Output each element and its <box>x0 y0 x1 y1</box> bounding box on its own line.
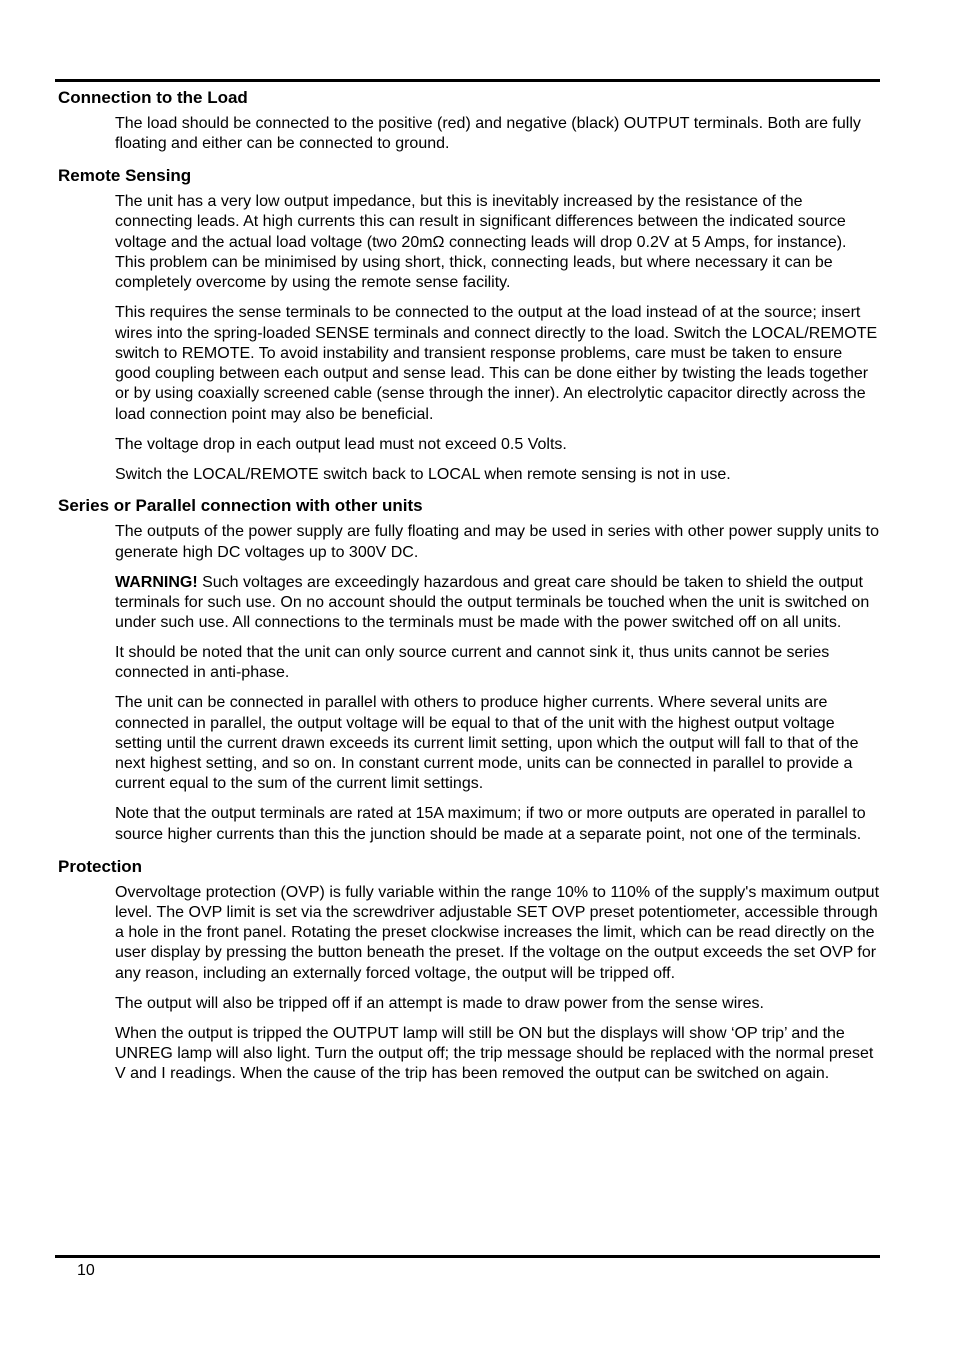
warning-paragraph <box>115 573 880 634</box>
bottom-rule <box>55 1255 880 1258</box>
paragraph: This requires the sense terminals to be connected to the output at the load instead of at the source; insert wires into the spring-loaded SENSE terminals and connect directly to the load. Switch the LOCAL/REMOTE switch to REMOTE. To avoid instability and transient response problems, care must be taken to ensure good coupling between each output and sense lead. This can be done either by twisting the leads together or by using coaxially screened cable (sense through the inner). An electrolytic capacitor directly across the load connection point may also be beneficial. <box>115 304 878 423</box>
section-heading: Connection to the Load <box>58 88 248 107</box>
paragraph: It should be noted that the unit can only source current and cannot sink it, thus units cannot be series connected in anti-phase. <box>115 644 830 682</box>
section-heading: Series or Parallel connection with other units <box>58 496 423 516</box>
warning-text: Such voltages are exceedingly hazardous and great care should be taken to shield the output terminals for such use. On no account should the output terminals be touched when the unit is switched on under such use. All connections to the terminals must be made with the power switched off on all units. <box>115 573 870 632</box>
section-series-parallel <box>58 494 880 845</box>
section-remote-sensing <box>58 164 880 485</box>
section-connection-to-load <box>58 86 880 155</box>
paragraph: The voltage drop in each output lead must not exceed 0.5 Volts. <box>115 435 567 453</box>
paragraph: When the output is tripped the OUTPUT lamp will still be ON but the displays will show ‘OP trip’ and the UNREG lamp will also light. Turn the output off; the trip message should be replaced with the normal preset V and I readings. When the cause of the trip has been removed the output can be switched on again. <box>115 1024 874 1083</box>
top-rule <box>55 79 880 82</box>
paragraph: Overvoltage protection (OVP) is fully variable within the range 10% to 110% of the supply's maximum output level. The OVP limit is set via the screwdriver adjustable SET OVP preset potentiometer, accessible through a hole in the front panel. Rotating the preset clockwise increases the limit, which can be read directly on the user display by pressing the button beneath the preset. If the voltage on the output exceeds the set OVP for any reason, including an externally forced voltage, the output will be tripped off. <box>115 883 880 982</box>
paragraph: Note that the output terminals are rated at 15A maximum; if two or more outputs are operated in parallel to source higher currents than this the junction should be made at a separate point, not one of the terminals. <box>115 805 866 843</box>
paragraph: Switch the LOCAL/REMOTE switch back to LOCAL when remote sensing is not in use. <box>115 465 731 483</box>
paragraph: The outputs of the power supply are fully floating and may be used in series with other power supply units to generate high DC voltages up to 300V DC. <box>115 523 879 561</box>
warning-label: WARNING! <box>115 573 198 591</box>
paragraph: The load should be connected to the positive (red) and negative (black) OUTPUT terminals. Both are fully floating and either can be connected to ground. <box>115 115 861 153</box>
section-heading: Protection <box>58 856 143 876</box>
section-protection <box>58 855 880 1085</box>
paragraph: The output will also be tripped off if an attempt is made to draw power from the sense wires. <box>115 994 764 1012</box>
page-content <box>58 86 880 1094</box>
paragraph: The unit can be connected in parallel with others to produce higher currents. Where several units are connected in parallel, the output voltage will be equal to that of the unit with the highest output voltage setting until the current drawn exceeds its current limit setting, upon which the output will fall to that of the next highest setting, and so on. In constant current mode, units can be connected in parallel to provide a current equal to the sum of the current limit settings. <box>115 694 859 793</box>
paragraph: The unit has a very low output impedance, but this is inevitably increased by the resistance of the connecting leads. At high currents this can result in significant differences between the indicated source voltage and the actual load voltage (two 20mΩ connecting leads will drop 0.2V at 5 Amps, for instance). This problem can be minimised by using short, thick, connecting leads, but where necessary it can be completely overcome by using the remote sense facility. <box>115 193 847 292</box>
page-number: 10 <box>77 1262 95 1279</box>
section-heading: Remote Sensing <box>58 166 192 186</box>
